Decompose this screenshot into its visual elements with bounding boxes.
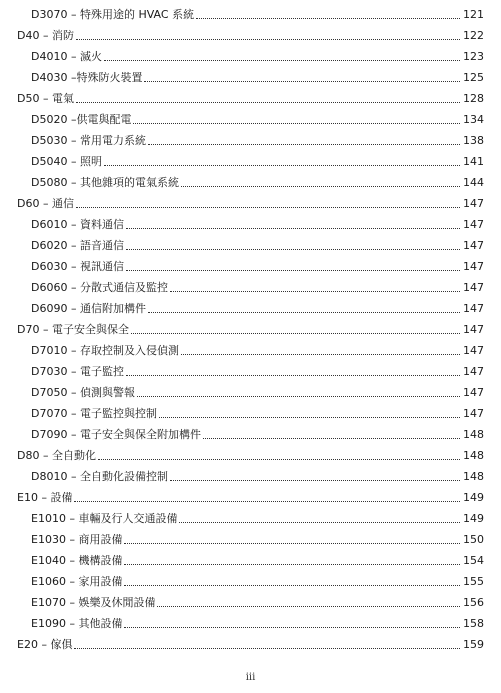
toc-entry-title: 資料通信 [79, 218, 124, 231]
toc-subsection-row[interactable] [0, 571, 501, 592]
toc-entry-separator: – [67, 302, 80, 315]
toc-entry-title: 其他雜項的電氣系統 [79, 176, 179, 189]
dot-leader [144, 81, 460, 82]
dot-leader [203, 438, 460, 439]
toc-subsection-row[interactable] [0, 214, 501, 235]
toc-entry-separator: – [67, 155, 80, 168]
toc-entry-label [17, 449, 96, 466]
toc-page-number: 134 [463, 113, 484, 126]
toc-page-number: 147 [463, 365, 484, 378]
toc-page-number: 141 [463, 155, 484, 168]
toc-page-number: 121 [463, 8, 484, 21]
toc-subsection-row[interactable] [0, 235, 501, 256]
dot-leader [148, 144, 460, 145]
toc-entry-title: 設備 [50, 491, 73, 504]
toc-entry-label [31, 50, 102, 67]
toc-entry-separator: – [37, 491, 51, 504]
toc-subsection-row[interactable] [0, 151, 501, 172]
toc-entry-title: 滅火 [79, 50, 102, 63]
toc-page-number: 147 [463, 407, 484, 420]
toc-page-number: 147 [463, 302, 484, 315]
toc-entry-separator: – [65, 512, 79, 525]
toc-entry-title: 存取控制及入侵偵測 [79, 344, 179, 357]
toc-entry-separator: – [67, 386, 80, 399]
toc-entry-separator: – [39, 323, 52, 336]
dot-leader [159, 417, 460, 418]
toc-subsection-row[interactable] [0, 508, 501, 529]
toc-entry-separator: – [67, 50, 80, 63]
toc-entry-separator: – [37, 638, 51, 651]
toc-page-number: 147 [463, 386, 484, 399]
toc-entry-code: D6090 [31, 302, 68, 315]
toc-entry-title: 傢俱 [50, 638, 73, 651]
toc-entry-separator: – [67, 71, 77, 84]
toc-entry-label [31, 113, 131, 130]
toc-subsection-row[interactable] [0, 298, 501, 319]
dot-leader [179, 522, 460, 523]
toc-subsection-row[interactable] [0, 403, 501, 424]
toc-entry-label [31, 428, 201, 445]
toc-entry-label [31, 554, 122, 571]
toc-page-number: 159 [463, 638, 484, 651]
toc-page-number: 138 [463, 134, 484, 147]
toc-page-number: 125 [463, 71, 484, 84]
toc-entry-label [31, 281, 168, 298]
toc-subsection-row[interactable] [0, 550, 501, 571]
toc-page-number: 149 [463, 512, 484, 525]
toc-subsection-row[interactable] [0, 382, 501, 403]
toc-entry-separator: – [67, 113, 77, 126]
toc-entry-title: 其他設備 [78, 617, 123, 630]
toc-page-number: 148 [463, 449, 484, 462]
toc-entry-label [31, 407, 157, 424]
toc-entry-code: E1070 [31, 596, 66, 609]
dot-leader [196, 18, 460, 19]
toc-entry-code: D6030 [31, 260, 68, 273]
toc-page-number: 123 [463, 50, 484, 63]
dot-leader [76, 207, 460, 208]
toc-subsection-row[interactable] [0, 340, 501, 361]
toc-entry-label [31, 71, 142, 88]
toc-entry-separator: – [67, 281, 80, 294]
toc-entry-title: 語音通信 [79, 239, 124, 252]
toc-entry-title: 電子安全與保全 [51, 323, 129, 336]
toc-section-row[interactable] [0, 445, 501, 466]
toc-entry-title: 偵測與警報 [79, 386, 135, 399]
dot-leader [104, 60, 460, 61]
toc-entry-title: 視訊通信 [79, 260, 124, 273]
toc-page-number: 158 [463, 617, 484, 630]
toc-entry-separator: – [65, 533, 79, 546]
toc-entry-code: E1010 [31, 512, 66, 525]
toc-section-row[interactable] [0, 319, 501, 340]
toc-page-number: 147 [463, 197, 484, 210]
toc-entry-separator: – [65, 575, 79, 588]
toc-entry-code: E1030 [31, 533, 66, 546]
toc-entry-separator: – [67, 260, 80, 273]
toc-subsection-row[interactable] [0, 613, 501, 634]
toc-page-number: 149 [463, 491, 484, 504]
toc-entry-label [31, 302, 146, 319]
toc-entry-code: D7070 [31, 407, 68, 420]
toc-entry-title: 常用電力系統 [79, 134, 146, 147]
dot-leader [124, 543, 460, 544]
dot-leader [104, 165, 460, 166]
toc-entry-separator: – [67, 428, 80, 441]
dot-leader [181, 186, 460, 187]
toc-entry-label [31, 176, 179, 193]
toc-entry-label [17, 29, 74, 46]
toc-entry-title: 電子安全與保全附加構件 [79, 428, 201, 441]
toc-entry-separator: – [67, 176, 80, 189]
dot-leader [76, 102, 460, 103]
toc-page-number: 147 [463, 344, 484, 357]
toc-section-row[interactable] [0, 25, 501, 46]
toc-entry-code: D7030 [31, 365, 68, 378]
table-of-contents [0, 4, 501, 655]
toc-page-number: 156 [463, 596, 484, 609]
toc-subsection-row[interactable] [0, 277, 501, 298]
toc-entry-label [31, 344, 179, 361]
toc-entry-code: D80 [17, 449, 40, 462]
toc-entry-label [31, 155, 102, 172]
toc-entry-code: D70 [17, 323, 40, 336]
toc-page-number: 128 [463, 92, 484, 105]
toc-entry-label [31, 218, 124, 235]
toc-entry-label [31, 386, 135, 403]
toc-entry-code: D7010 [31, 344, 68, 357]
toc-entry-code: D60 [17, 197, 40, 210]
toc-entry-title: 全自動化 [51, 449, 96, 462]
toc-entry-separator: – [67, 344, 80, 357]
toc-entry-label [31, 239, 124, 256]
toc-entry-code: D40 [17, 29, 40, 42]
toc-section-row[interactable] [0, 487, 501, 508]
toc-entry-code: D7090 [31, 428, 68, 441]
toc-entry-code: D7050 [31, 386, 68, 399]
dot-leader [126, 228, 460, 229]
dot-leader [76, 39, 460, 40]
toc-entry-title: 供電與配電 [76, 113, 132, 126]
dot-leader [157, 606, 460, 607]
toc-subsection-row[interactable] [0, 466, 501, 487]
dot-leader [181, 354, 460, 355]
toc-entry-label [17, 638, 72, 655]
dot-leader [148, 312, 460, 313]
toc-entry-title: 機構設備 [78, 554, 123, 567]
toc-entry-code: D4010 [31, 50, 68, 63]
toc-page-number: 122 [463, 29, 484, 42]
toc-entry-label [31, 575, 122, 592]
toc-section-row[interactable] [0, 193, 501, 214]
toc-entry-title: 特殊用途的 HVAC 系統 [79, 8, 195, 21]
toc-entry-code: D5020 [31, 113, 68, 126]
toc-entry-label [17, 197, 74, 214]
toc-subsection-row[interactable] [0, 4, 501, 25]
toc-entry-title: 消防 [51, 29, 74, 42]
toc-entry-code: D8010 [31, 470, 68, 483]
toc-entry-code: D50 [17, 92, 40, 105]
toc-subsection-row[interactable] [0, 592, 501, 613]
toc-entry-label [31, 512, 177, 529]
toc-subsection-row[interactable] [0, 424, 501, 445]
dot-leader [124, 564, 460, 565]
toc-entry-label [31, 134, 146, 151]
dot-leader [170, 291, 460, 292]
toc-entry-code: D6020 [31, 239, 68, 252]
toc-entry-separator: – [67, 470, 80, 483]
toc-entry-label [31, 470, 168, 487]
toc-entry-title: 電子監控 [79, 365, 124, 378]
toc-entry-label [17, 491, 72, 508]
toc-page-number: 148 [463, 470, 484, 483]
toc-entry-title: 電氣 [51, 92, 74, 105]
toc-entry-code: E20 [17, 638, 38, 651]
toc-entry-code: D5080 [31, 176, 68, 189]
toc-entry-separator: – [39, 197, 52, 210]
toc-entry-title: 娛樂及休閒設備 [78, 596, 156, 609]
toc-section-row[interactable] [0, 634, 501, 655]
toc-entry-label [31, 533, 122, 550]
dot-leader [126, 249, 460, 250]
toc-subsection-row[interactable] [0, 130, 501, 151]
toc-entry-title: 商用設備 [78, 533, 123, 546]
toc-entry-title: 車輛及行人交通設備 [78, 512, 178, 525]
toc-subsection-row[interactable] [0, 256, 501, 277]
dot-leader [137, 396, 460, 397]
toc-entry-separator: – [67, 365, 80, 378]
dot-leader [124, 627, 460, 628]
toc-entry-separator: – [67, 218, 80, 231]
toc-subsection-row[interactable] [0, 109, 501, 130]
toc-entry-title: 家用設備 [78, 575, 123, 588]
toc-entry-code: E1040 [31, 554, 66, 567]
dot-leader [98, 459, 460, 460]
toc-entry-title: 特殊防火裝置 [76, 71, 143, 84]
toc-entry-code: E1060 [31, 575, 66, 588]
toc-entry-title: 全自動化設備控制 [79, 470, 168, 483]
toc-entry-separator: – [39, 29, 52, 42]
toc-entry-separator: – [39, 92, 52, 105]
toc-entry-label [31, 596, 155, 613]
toc-page-number: 147 [463, 260, 484, 273]
toc-page-number: 150 [463, 533, 484, 546]
toc-entry-title: 電子監控與控制 [79, 407, 157, 420]
dot-leader [133, 123, 460, 124]
dot-leader [126, 270, 460, 271]
toc-entry-code: D6060 [31, 281, 68, 294]
toc-entry-separator: – [67, 239, 80, 252]
toc-entry-separator: – [65, 596, 79, 609]
toc-entry-code: D4030 [31, 71, 68, 84]
toc-entry-separator: – [65, 554, 79, 567]
toc-entry-title: 通信附加構件 [79, 302, 146, 315]
toc-entry-code: E1090 [31, 617, 66, 630]
toc-subsection-row[interactable] [0, 46, 501, 67]
toc-entry-separator: – [67, 8, 80, 21]
toc-entry-separator: – [67, 134, 80, 147]
toc-page-number: 147 [463, 239, 484, 252]
toc-entry-separator: – [65, 617, 79, 630]
toc-entry-label [31, 8, 194, 25]
toc-entry-label [17, 92, 74, 109]
toc-page-number: 154 [463, 554, 484, 567]
dot-leader [131, 333, 460, 334]
toc-subsection-row[interactable] [0, 361, 501, 382]
toc-entry-separator: – [39, 449, 52, 462]
dot-leader [124, 585, 460, 586]
toc-page-number: 147 [463, 281, 484, 294]
dot-leader [74, 501, 460, 502]
toc-page-number: 147 [463, 218, 484, 231]
page-number-footer: iii [245, 672, 256, 683]
dot-leader [74, 648, 460, 649]
toc-entry-title: 分散式通信及監控 [79, 281, 168, 294]
toc-entry-code: D5040 [31, 155, 68, 168]
toc-entry-code: D5030 [31, 134, 68, 147]
toc-entry-code: E10 [17, 491, 38, 504]
toc-page-number: 155 [463, 575, 484, 588]
toc-entry-code: D6010 [31, 218, 68, 231]
toc-entry-title: 通信 [51, 197, 74, 210]
toc-page-number: 148 [463, 428, 484, 441]
toc-entry-title: 照明 [79, 155, 102, 168]
toc-entry-code: D3070 [31, 8, 68, 21]
toc-section-row[interactable] [0, 88, 501, 109]
dot-leader [126, 375, 460, 376]
toc-page-number: 147 [463, 323, 484, 336]
toc-entry-label [31, 365, 124, 382]
dot-leader [170, 480, 460, 481]
toc-entry-label [17, 323, 129, 340]
toc-entry-label [31, 260, 124, 277]
toc-subsection-row[interactable] [0, 67, 501, 88]
toc-subsection-row[interactable] [0, 529, 501, 550]
toc-subsection-row[interactable] [0, 172, 501, 193]
toc-entry-label [31, 617, 122, 634]
toc-page-number: 144 [463, 176, 484, 189]
toc-entry-separator: – [67, 407, 80, 420]
